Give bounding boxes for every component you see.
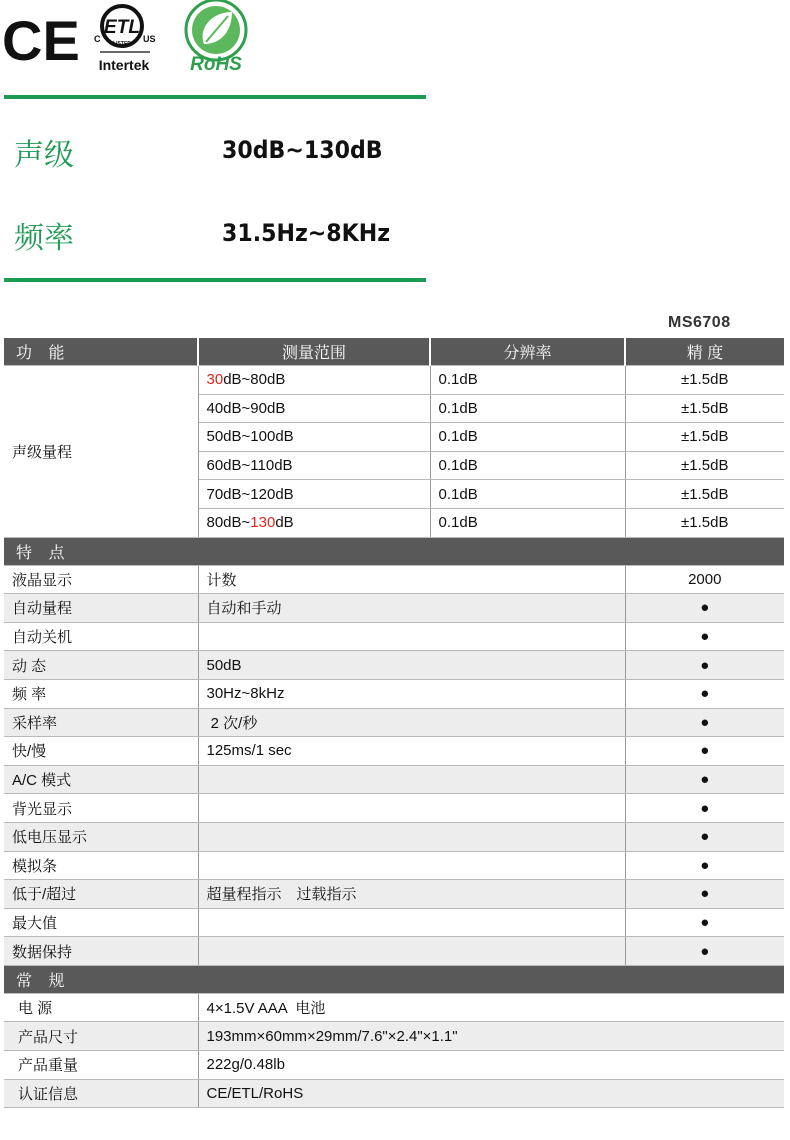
accuracy-cell: ±1.5dB xyxy=(625,423,784,452)
feature-row xyxy=(4,737,784,766)
feature-name: 背光显示 xyxy=(4,794,198,823)
feature-supported-dot: ● xyxy=(625,651,784,680)
range-cell: 70dB~120dB xyxy=(198,480,430,509)
range-row xyxy=(4,366,784,395)
general-name: 产品尺寸 xyxy=(4,1022,198,1051)
feature-supported-dot: ● xyxy=(625,765,784,794)
feature-supported-dot: ● xyxy=(625,679,784,708)
svg-text:RoHS: RoHS xyxy=(190,54,242,75)
feature-name: 数据保持 xyxy=(4,937,198,966)
resolution-cell: 0.1dB xyxy=(430,508,625,537)
range-cell: 40dB~90dB xyxy=(198,394,430,423)
feature-row xyxy=(4,937,784,966)
accuracy-cell: ±1.5dB xyxy=(625,394,784,423)
general-value: 222g/0.48lb xyxy=(198,1051,784,1080)
resolution-cell: 0.1dB xyxy=(430,480,625,509)
svg-text:ETL: ETL xyxy=(104,17,140,38)
sound-level-value: 30dB~130dB xyxy=(222,136,383,164)
feature-name: 低于/超过 xyxy=(4,880,198,909)
header-resolution: 分辨率 xyxy=(430,338,625,366)
range-cell: 50dB~100dB xyxy=(198,423,430,452)
general-value: CE/ETL/RoHS xyxy=(198,1079,784,1108)
accuracy-cell: ±1.5dB xyxy=(625,366,784,395)
feature-name: 自动量程 xyxy=(4,594,198,623)
feature-name: 最大值 xyxy=(4,908,198,937)
feature-row xyxy=(4,908,784,937)
feature-row xyxy=(4,880,784,909)
range-highlight: 30 xyxy=(206,371,224,389)
general-title: 常 规 xyxy=(4,965,784,993)
feature-row xyxy=(4,708,784,737)
general-body xyxy=(4,993,784,1107)
accuracy-cell: ±1.5dB xyxy=(625,451,784,480)
svg-text:CE: CE xyxy=(2,9,80,72)
resolution-cell: 0.1dB xyxy=(430,394,625,423)
range-group-label: 声级量程 xyxy=(4,366,198,538)
feature-name: 快/慢 xyxy=(4,737,198,766)
feature-detail: 30Hz~8kHz xyxy=(198,679,625,708)
feature-supported-dot: ● xyxy=(625,794,784,823)
feature-detail xyxy=(198,822,625,851)
green-divider-top xyxy=(4,95,426,99)
header-accuracy: 精 度 xyxy=(625,338,784,366)
table-header-row xyxy=(4,338,784,366)
feature-row xyxy=(4,622,784,651)
features-title: 特 点 xyxy=(4,537,784,565)
feature-name: 自动关机 xyxy=(4,622,198,651)
feature-row xyxy=(4,765,784,794)
general-name: 电 源 xyxy=(4,993,198,1022)
feature-detail xyxy=(198,794,625,823)
feature-row xyxy=(4,794,784,823)
feature-row xyxy=(4,565,784,594)
feature-name: 液晶显示 xyxy=(4,565,198,594)
range-cell: 30dB~80dB xyxy=(198,366,430,395)
general-row xyxy=(4,1051,784,1080)
model-number: MS6708 xyxy=(668,314,731,331)
feature-supported-dot: ● xyxy=(625,851,784,880)
svg-text:C: C xyxy=(94,34,101,44)
general-row xyxy=(4,1079,784,1108)
ce-logo xyxy=(2,9,80,72)
header-range: 测量范围 xyxy=(198,338,430,366)
feature-detail xyxy=(198,765,625,794)
feature-supported-dot: ● xyxy=(625,880,784,909)
svg-text:Intertek: Intertek xyxy=(98,57,150,73)
general-section-header xyxy=(4,965,784,993)
feature-row xyxy=(4,822,784,851)
resolution-cell: 0.1dB xyxy=(430,451,625,480)
feature-detail: 超量程指示 过载指示 xyxy=(198,880,625,909)
range-cell: 60dB~110dB xyxy=(198,451,430,480)
green-divider-bottom xyxy=(4,278,426,282)
feature-supported-dot: ● xyxy=(625,622,784,651)
range-cell: 80dB~130dB xyxy=(198,508,430,537)
frequency-label: 频率 xyxy=(14,221,74,256)
feature-detail: 50dB xyxy=(198,651,625,680)
general-row xyxy=(4,1022,784,1051)
feature-name: 频 率 xyxy=(4,679,198,708)
certification-logos xyxy=(0,0,300,80)
svg-text:LISTED: LISTED xyxy=(113,41,131,47)
accuracy-cell: ±1.5dB xyxy=(625,480,784,509)
feature-detail: 2 次/秒 xyxy=(198,708,625,737)
feature-supported-dot: ● xyxy=(625,937,784,966)
features-section-header xyxy=(4,537,784,565)
general-row xyxy=(4,993,784,1022)
etl-logo xyxy=(94,6,156,73)
feature-name: 低电压显示 xyxy=(4,822,198,851)
feature-name: 模拟条 xyxy=(4,851,198,880)
spec-table xyxy=(4,338,784,1108)
feature-detail xyxy=(198,851,625,880)
sound-level-label: 声级 xyxy=(14,138,74,173)
feature-name: A/C 模式 xyxy=(4,765,198,794)
feature-name: 采样率 xyxy=(4,708,198,737)
features-body xyxy=(4,565,784,965)
general-value: 193mm×60mm×29mm/7.6"×2.4"×1.1" xyxy=(198,1022,784,1051)
svg-text:US: US xyxy=(143,34,156,44)
general-value: 4×1.5V AAA 电池 xyxy=(198,993,784,1022)
feature-row xyxy=(4,594,784,623)
frequency-value: 31.5Hz~8KHz xyxy=(222,219,391,247)
feature-detail: 计数 xyxy=(198,565,625,594)
feature-row xyxy=(4,651,784,680)
feature-supported-dot: ● xyxy=(625,594,784,623)
accuracy-cell: ±1.5dB xyxy=(625,508,784,537)
feature-supported-dot: ● xyxy=(625,908,784,937)
feature-detail xyxy=(198,622,625,651)
rohs-logo xyxy=(186,0,246,75)
feature-supported-dot: ● xyxy=(625,708,784,737)
range-highlight: 130 xyxy=(250,514,276,532)
feature-row xyxy=(4,851,784,880)
resolution-cell: 0.1dB xyxy=(430,366,625,395)
header-function: 功 能 xyxy=(4,338,198,366)
feature-row xyxy=(4,679,784,708)
feature-value: 2000 xyxy=(625,565,784,594)
feature-name: 动 态 xyxy=(4,651,198,680)
general-name: 认证信息 xyxy=(4,1079,198,1108)
feature-detail: 125ms/1 sec xyxy=(198,737,625,766)
feature-detail xyxy=(198,937,625,966)
feature-supported-dot: ● xyxy=(625,737,784,766)
feature-detail xyxy=(198,908,625,937)
resolution-cell: 0.1dB xyxy=(430,423,625,452)
feature-supported-dot: ● xyxy=(625,822,784,851)
general-name: 产品重量 xyxy=(4,1051,198,1080)
feature-detail: 自动和手动 xyxy=(198,594,625,623)
